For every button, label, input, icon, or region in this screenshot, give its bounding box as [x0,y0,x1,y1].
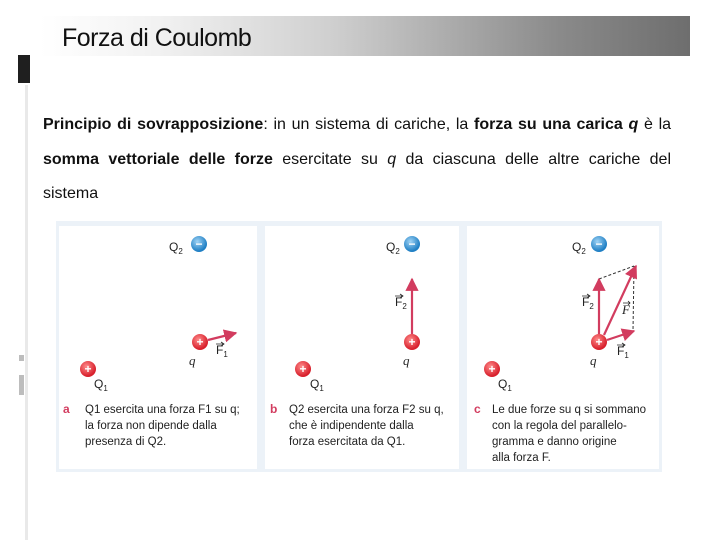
minus-sign: − [595,237,603,251]
left-margin-mark [19,375,24,395]
var-q: q [628,116,639,133]
label-F1: $F_1$ [216,343,228,359]
panel-letter: a [63,402,70,416]
caption-line: gramma e danno origine [492,436,617,448]
var-q: q [387,150,397,168]
label-Q1: $Q_1$ [498,377,512,393]
caption-line: la forza non dipende dalla [85,420,217,432]
text-run: forza su una carica [474,116,623,133]
caption-line: Q2 esercita una forza F2 su q, [289,404,444,416]
plus-sign: + [488,362,496,376]
left-margin-mark [19,355,24,361]
minus-sign: − [195,237,203,251]
text-run: : in un sistema di cariche, la [263,116,475,133]
caption-line: forza esercitata da Q1. [289,436,406,448]
term-superposition: Principio di sovrapposizione [43,116,264,133]
label-F: F [622,302,630,317]
caption-line: alla forza F. [492,452,551,464]
plus-sign: + [299,362,307,376]
caption-line: Le due forze su q si sommano [492,404,647,416]
panel-c-bg [467,226,659,469]
label-q: q [189,353,196,368]
label-F2: $F_2$ [582,295,594,311]
slide-title: Forza di Coulomb [62,24,252,52]
label-Q2: $Q_2$ [572,240,586,256]
plus-sign: + [196,335,204,349]
panel-b-bg [265,226,459,469]
caption-line: Q1 esercita una forza F1 su q; [85,404,240,416]
principle-paragraph [43,108,671,212]
plus-sign: + [408,335,416,349]
panel-a-bg [59,226,257,469]
label-Q2: $Q_2$ [169,240,183,256]
label-Q2: $Q_2$ [386,240,400,256]
label-F1: $F_1$ [617,344,629,360]
caption-line: presenza di Q2. [85,436,167,448]
caption-line: con la regola del parallelo- [492,420,627,432]
coulomb-superposition-figure [56,221,662,472]
label-Q1: $Q_1$ [94,377,108,393]
text-run: somma vettoriale delle forze [43,150,273,168]
label-q: q [403,353,410,368]
text-run: da ciascuna delle altre cariche del sistema [43,150,671,202]
plus-sign: + [84,362,92,376]
panel-letter: c [474,402,481,416]
text-run: esercitate su [272,150,388,168]
plus-sign: + [595,335,603,349]
label-q: q [590,353,597,368]
label-F2: $F_2$ [395,295,407,311]
text-run: è la [638,116,672,133]
left-margin-line [25,85,28,540]
panel-letter: b [270,402,278,416]
left-rule-bar [18,55,30,83]
label-Q1: $Q_1$ [310,377,324,393]
figure-svg [56,221,662,472]
minus-sign: − [408,237,416,251]
caption-line: che è indipendente dalla [289,420,414,432]
